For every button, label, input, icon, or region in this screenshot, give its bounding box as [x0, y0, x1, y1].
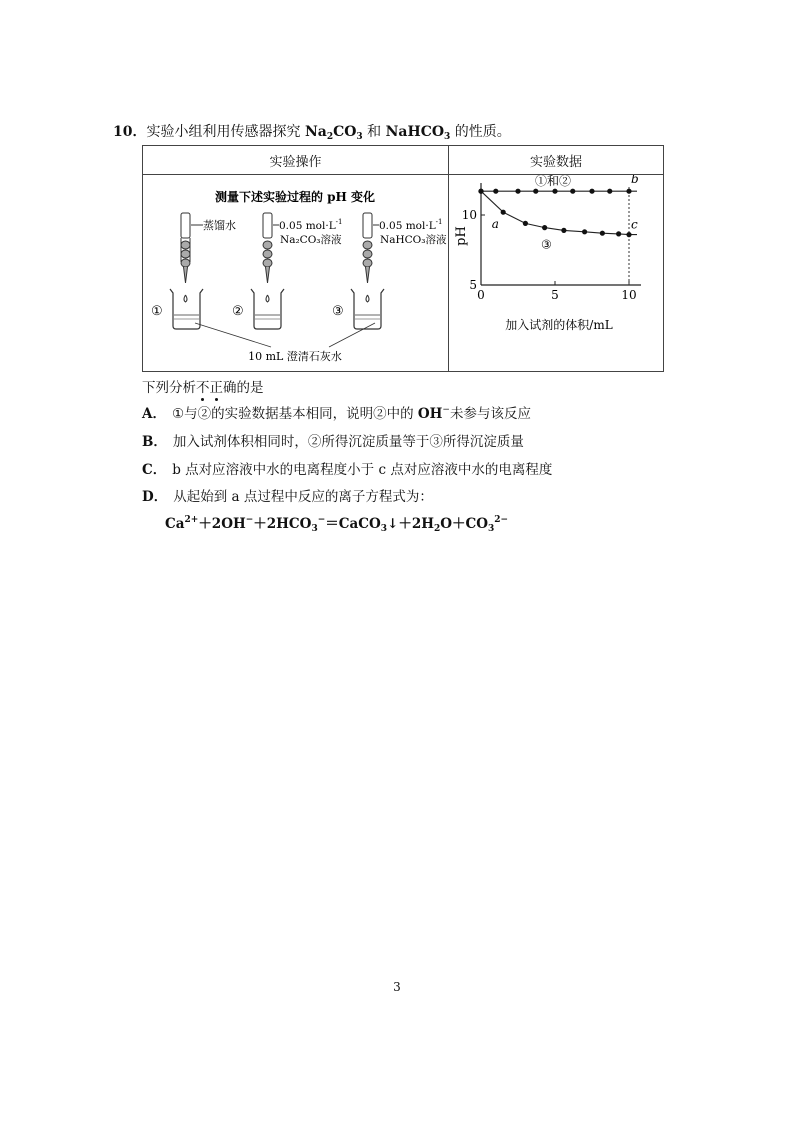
series-1-point-8 — [626, 232, 631, 237]
question-title — [113, 121, 511, 142]
series-0-point-5 — [570, 189, 575, 194]
header-data: 实验数据 — [449, 146, 664, 175]
dropper-icon — [181, 213, 190, 302]
beaker3-number: ③ — [332, 304, 344, 319]
apparatus-diagram — [143, 175, 448, 367]
option-b[interactable]: B． 加入试剂体积相同时，②所得沉淀质量等于③所得沉淀质量 — [142, 434, 524, 450]
y-tick-label-0: 5 — [469, 278, 477, 292]
dropper2-label-b: Na₂CO₃溶液 — [280, 234, 342, 246]
x-tick-label-0: 0 — [477, 288, 485, 302]
series-0-point-8 — [626, 189, 631, 194]
header-operation: 实验操作 — [143, 146, 449, 175]
point-c-label: c — [631, 217, 638, 232]
beaker2-number: ② — [232, 304, 244, 319]
page-number: 3 — [393, 980, 401, 994]
beaker1-number: ① — [151, 304, 163, 319]
series-1-point-2 — [523, 221, 528, 226]
series-0-point-4 — [552, 189, 557, 194]
series-1-point-6 — [600, 231, 605, 236]
svg-text:0.05 mol·L-1: 0.05 $mol\cdot L^{-1}$ — [379, 218, 443, 232]
option-a[interactable]: A． ①与②的实验数据基本相同，说明②中的 OH−未参与该反应 — [142, 405, 531, 422]
series-0-point-1 — [493, 189, 498, 194]
question-number: 10． — [113, 124, 147, 140]
series-0-point-6 — [589, 189, 594, 194]
series-0-point-2 — [515, 189, 520, 194]
ionic-equation: $Ca^{2+}+2OH^-+2HCO_3^-=CaCO_3↓+2H_2O+CO_3^{2-}$ — [165, 515, 509, 534]
dropper1-label: 蒸馏水 — [203, 219, 236, 232]
x-tick-label-1: 5 — [551, 288, 559, 302]
question-stem: 下列分析不正确的是 — [142, 380, 264, 396]
dropper3-label-a: 0.05 mol·L — [379, 220, 436, 232]
ph-chart — [449, 175, 663, 367]
beaker-icon — [170, 289, 203, 329]
formula-na2co3: $Na_2CO_3$ — [304, 124, 363, 142]
formula-nahco3: NaHCO$_3$ — [385, 124, 451, 142]
series-1-point-1 — [501, 210, 506, 215]
dropper2-label-a: 0.05 mol·L — [279, 220, 336, 232]
dropper3-label-b: NaHCO₃溶液 — [380, 234, 447, 246]
x-tick-label-2: 10 — [621, 288, 637, 302]
question-intro: 实验小组利用传感器探究 — [146, 124, 305, 140]
series-1-point-7 — [616, 231, 621, 236]
point-b-label: b — [631, 175, 639, 187]
series-label-1-2: ①和② — [535, 175, 572, 189]
dropper-icon — [263, 213, 272, 302]
question-and: 和 — [362, 124, 386, 140]
option-d[interactable]: D． 从起始到 a 点过程中反应的离子方程式为： — [142, 489, 433, 505]
data-cell — [449, 175, 664, 372]
y-tick-label-1: 10 — [461, 208, 477, 222]
option-c[interactable]: C． b 点对应溶液中水的电离程度小于 c 点对应溶液中水的电离程度 — [142, 462, 553, 478]
series-1-point-5 — [582, 229, 587, 234]
experiment-table — [142, 145, 664, 372]
y-axis-label: pH — [454, 226, 469, 246]
point-a-label: a — [491, 217, 499, 232]
operation-cell — [143, 175, 449, 372]
series-1-point-3 — [542, 225, 547, 230]
series-1-point-0 — [478, 189, 483, 194]
bottom-label: 10 mL 澄清石灰水 — [248, 350, 342, 363]
dropper-icon — [363, 213, 372, 302]
emphasis-not: 不 — [196, 380, 210, 396]
diagram-title: 测量下述实验过程的 pH 变化 — [214, 190, 376, 204]
series-0-point-3 — [533, 189, 538, 194]
series-0-point-7 — [607, 189, 612, 194]
series-1-point-4 — [561, 228, 566, 233]
series-label-3: ③ — [541, 237, 552, 252]
svg-text:0.05 mol·L-1: 0.05 $mol\cdot L^{-1}$ — [279, 218, 343, 232]
question-tail: 的性质。 — [450, 124, 511, 140]
emphasis-correct: 正 — [209, 380, 223, 396]
x-axis-label: 加入试剂的体积/mL — [505, 318, 613, 332]
